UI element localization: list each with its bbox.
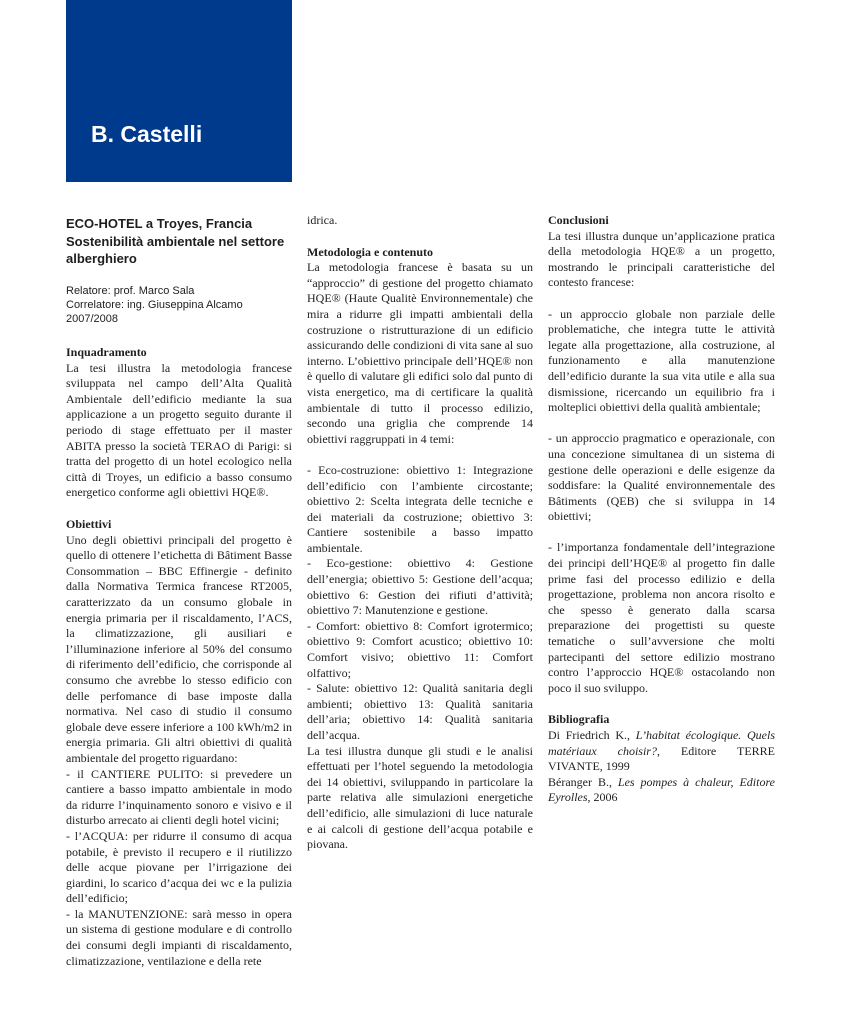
conclusioni-list: [548, 307, 775, 697]
heading-obiettivi: Obiettivi: [66, 517, 112, 532]
section-inquadramento: [66, 345, 292, 501]
bib-title: L’habitat écologique. Quels matériaux choisir?: [548, 728, 775, 758]
bib-publisher: , 2006: [587, 790, 618, 805]
list-item: - un approccio pragmatico e operazionale, con una concezione simultanea di un sistema di gestione delle operazioni e delle esigenze da soddisfare: la Qualité environnementale des Bâtiments (QEB) che si sviluppa in 14 obiettivi;: [548, 431, 775, 524]
section-bibliografia: [548, 712, 775, 806]
bib-entry: [548, 775, 775, 806]
obiettivi-list: [66, 767, 292, 970]
list-item: - il CANTIERE PULITO: si prevedere un cantiere a basso impatto ambientale in modo da ridurre l’inquinamento sonoro e visivo e il disturbo arrecato ai clienti degli hotel vicini;: [66, 766, 292, 828]
list-item: - un approccio globale non parziale delle problematiche, che integra tutte le attività legate alla progettazione, alla costruzione, al funzionamento e alla manutenzione dell’edificio durante la sua vita utile e alla sua dismissione, ricercando un equilibrio fra i molteplici obiettivi della qualità ambientale;: [548, 306, 775, 415]
text-conclusioni: La tesi illustra dunque un’applicazione pratica della metodologia HQE® a un progetto, mostrando le principali caratteristiche del contesto francese:: [548, 228, 775, 290]
text-obiettivi: Uno degli obiettivi principali del progetto è quello di ottenere l’etichetta di Bâtiment Basse Consommation – BBC Effinergie - definito dalla Normativa Termica francese RT2005, caratterizzato da un consumo globale in energia primaria per il riscaldamento, l’ACS, la climatizzazione, gli ausiliari e l’illuminazione inferiore al 50% del consumo di riferimento dell’edificio, che corrisponde al consumo che avrebbe lo stesso edificio con delle perfomance di base imposte dalla normativa. Nel caso di studio il consumo globale deve essere inferiore a 100 kWh/m2 in energia primaria. Gli altri obiettivi di qualità ambientale del progetto riguardano:: [66, 532, 292, 765]
list-item: - Salute: obiettivo 12: Qualità sanitaria degli ambienti; obiettivo 13: Qualità sanitaria dell’aria; obiettivo 14: Qualità sanitaria dell’acqua.: [307, 681, 533, 742]
bib-entry: [548, 728, 775, 775]
author-name: B. Castelli: [91, 121, 203, 147]
list-item: - Comfort: obiettivo 8: Comfort igrotermico; obiettivo 9: Comfort acustico; obiettivo 10: Comfort visivo; obiettivo 11: Comfort olfattivo;: [307, 618, 533, 680]
bib-publisher: , Editore TERRE VIVANTE, 1999: [548, 743, 775, 774]
heading-conclusioni: Conclusioni: [548, 213, 609, 227]
bib-author: Di Friedrich K.,: [548, 728, 636, 742]
article-title: ECO-HOTEL a Troyes, Francia Sostenibilità ambientale nel settore alberghiero: [66, 216, 285, 266]
author-banner: [66, 0, 292, 182]
temi-list: [307, 463, 533, 744]
heading-bibliografia: Bibliografia: [548, 712, 610, 727]
list-item: - Eco-gestione: obiettivo 4: Gestione dell’energia; obiettivo 5: Gestione dell’acqua; obiettivo 6: Gestion dei rifiuti d’attività; obiettivo 7: Manutenzione e gestione.: [307, 556, 533, 618]
bib-author: Béranger B.,: [548, 774, 618, 789]
section-obiettivi: [66, 517, 292, 969]
section-metodologia: [307, 245, 533, 853]
list-item: - Eco-costruzione: obiettivo 1: Integrazione dell’edificio con l’ambiente circostante; obiettivo 2: Scelta integrata delle tecniche e dei materiali da costruzione; obiettivo 3: Cantiere sostenibile a basso impatto ambientale.: [307, 462, 533, 555]
heading-inquadramento: Inquadramento: [66, 345, 147, 360]
bib-title: Les pompes à chaleur, Editore Eyrolles: [548, 774, 775, 805]
academic-year: 2007/2008: [66, 312, 118, 325]
text-inquadramento: La tesi illustra la metodologia francese sviluppata nel campo dell’Alta Qualità Ambientale dell’edificio mediante la sua applicazione a un progetto seguito durante il periodo di stage effettuato per il master ABITA presso la società TERAO di Parigi: si tratta del progetto di un hotel ecologico nella città di Troyes, un edificio a basso consumo energetico conforme agli obiettivi HQE®.: [66, 360, 292, 500]
heading-metodologia: Metodologia e contenuto: [307, 244, 433, 259]
section-conclusioni: [548, 213, 775, 696]
text-metodologia-closing: La tesi illustra dunque gli studi e le analisi effettuati per l’hotel seguendo la metodologia dei 14 obiettivi, sviluppando in particolare la parte relativa alle simulazioni energetiche dell’edificio, alle simulazioni di luce naturale e ai calcoli di gestione dell’acqua potabile e piovana.: [307, 743, 533, 852]
article-credits: [66, 284, 292, 327]
list-item: - l’importanza fondamentale dell’integrazione dei principi dell’HQE® al progetto fin dalle prime fasi del processo edilizio e della progettazione, problema non ancora risolto e che spesso è generato dalla scarsa preparazione dei progettisti su queste tematiche o sull’avversione che molti partecipanti del settore edilizio mostrano contro l’approccio HQE® ostacolando non poco il suo sviluppo.: [548, 540, 775, 695]
correlatore: Correlatore: ing. Giuseppina Alcamo: [66, 298, 243, 311]
list-item: - la MANUTENZIONE: sarà messo in opera un sistema di gestione modulare e di controllo dei consumi degli impianti di riscaldamento, climatizzazione, ventilazione e della rete: [66, 906, 292, 968]
column-3: [548, 213, 775, 806]
column-1: [66, 213, 292, 969]
relatore: Relatore: prof. Marco Sala: [66, 284, 195, 297]
continued-text: idrica.: [307, 213, 338, 227]
text-metodologia: La metodologia francese è basata su un “approccio” di gestione del progetto chiamato HQE® (Haute Qualitè Environnementale) che mira a ridurre gli impatti ambientali della costruzione o ristrutturazione di un edificio assicurando delle condizioni di vita sane al suo interno. L’obiettivo principale dell’HQE® non è quello di valutare gli edifici solo dal punto di vista energetico, ma di certificare la qualità ambientale di tutto il processo edilizio, secondo una griglia che comprende 14 obiettivi raggruppati in 4 temi:: [307, 260, 533, 446]
list-item: - l’ACQUA: per ridurre il consumo di acqua potabile, è previsto il recupero e il riutilizzo delle acque piovane per l’irrigazione dei giardini, lo scarico d’acqua dei wc e la pulizia dell’edificio;: [66, 828, 292, 906]
column-2: [307, 213, 533, 853]
